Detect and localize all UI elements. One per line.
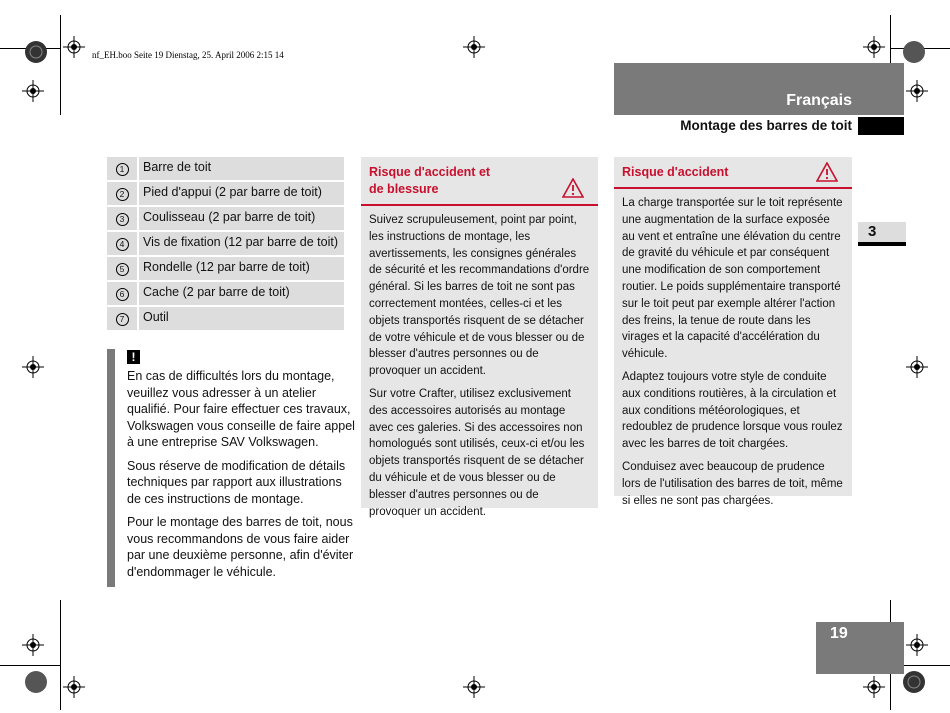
crop-mark — [0, 665, 60, 666]
registration-mark-icon — [906, 80, 928, 102]
warning-triangle-icon — [816, 162, 838, 182]
table-row — [107, 306, 344, 331]
crop-mark — [60, 15, 61, 115]
registration-mark-icon — [22, 356, 44, 378]
chapter-number: 3 — [868, 223, 877, 240]
exclamation-icon: ! — [127, 350, 140, 364]
language-label: Français — [786, 92, 852, 109]
item-label: Coulisseau (2 par barre de toit) — [138, 206, 344, 231]
section-marker — [858, 117, 904, 135]
note-paragraph: Pour le montage des barres de toit, nous vous recommandons de vous faire aider par une deuxième personne, afin d'éviter d'endommager le véhicule. — [127, 515, 354, 579]
item-number: 7 — [116, 313, 129, 326]
registration-mark-icon — [463, 36, 485, 58]
table-row — [107, 231, 344, 256]
registration-mark-icon — [463, 676, 485, 698]
chapter-tab — [858, 222, 906, 246]
page-number-box — [816, 622, 904, 674]
note-bar — [107, 349, 115, 587]
color-target-icon — [24, 670, 48, 694]
warning-box-accident — [614, 157, 852, 507]
item-label: Pied d'appui (2 par barre de toit) — [138, 181, 344, 206]
warning-title-line2: de blessure — [369, 182, 439, 196]
note-paragraph: En cas de difficultés lors du montage, veuillez vous adresser à un atelier qualifié. Pour faire effectuer ces travaux, Volkswagen vous conseille de faire appel à une entreprise SAV Volkswagen. — [127, 369, 355, 449]
warning-header — [361, 157, 598, 206]
crop-mark — [60, 600, 61, 710]
warning-header — [614, 157, 852, 189]
registration-mark-icon — [22, 80, 44, 102]
warning-box-injury — [361, 157, 598, 518]
warning-paragraph: Conduisez avec beaucoup de prudence lors de l'utilisation des barres de toit, même si elles ne sont pas chargées. — [622, 460, 843, 507]
table-row — [107, 181, 344, 206]
item-number: 3 — [116, 213, 129, 226]
registration-mark-icon — [63, 676, 85, 698]
table-row — [107, 256, 344, 281]
page-number: 19 — [830, 625, 848, 642]
registration-mark-icon — [63, 36, 85, 58]
language-header — [614, 63, 904, 115]
print-header-note: nf_EH.boo Seite 19 Dienstag, 25. April 2006 2:15 14 — [92, 50, 284, 60]
color-target-icon — [902, 670, 926, 694]
item-number: 5 — [116, 263, 129, 276]
registration-mark-icon — [863, 36, 885, 58]
item-label: Barre de toit — [138, 157, 344, 181]
warning-title-line1: Risque d'accident et — [369, 165, 491, 179]
warning-paragraph: Adaptez toujours votre style de conduite aux conditions routières, à la circulation et aux conditions météorologiques, et redoublez de prudence lorsque vous roulez avec les barres de toit chargées. — [622, 370, 843, 451]
registration-mark-icon — [863, 676, 885, 698]
item-number: 6 — [116, 288, 129, 301]
item-label: Rondelle (12 par barre de toit) — [138, 256, 344, 281]
table-row — [107, 157, 344, 181]
note-paragraph: Sous réserve de modification de détails techniques par rapport aux illustrations de ces instructions de montage. — [127, 458, 346, 506]
table-row — [107, 206, 344, 231]
item-label: Vis de fixation (12 par barre de toit) — [138, 231, 344, 256]
parts-list-table — [107, 157, 344, 332]
warning-paragraph: Sur votre Crafter, utilisez exclusivement des accessoires autorisés au montage avec ces galeries. Si des accessoires non homologués sont utilisés, ceux-ci et/ou les objets transportés risquent de se détacher du véhicule et de vous blesser ou de blesser d'autres personnes ou de provoquer un accident. — [369, 387, 585, 518]
warning-paragraph: Suivez scrupuleusement, point par point, les instructions de montage, les avertissements, les consignes générales de sécurité et les recommandations d'ordre général. Si les barres de toit ne sont pas correctement montées, celles-ci et les objets transportés risquent de se détacher de votre véhicule et de vous blesser ou de blesser d'autres personnes ou de provoquer un accident. — [369, 214, 590, 378]
warning-title: Risque d'accident — [622, 165, 729, 179]
table-row — [107, 281, 344, 306]
item-number: 4 — [116, 238, 129, 251]
color-target-icon — [902, 40, 926, 64]
registration-mark-icon — [906, 634, 928, 656]
warning-triangle-icon — [562, 178, 584, 198]
item-number: 2 — [116, 188, 129, 201]
registration-mark-icon — [906, 356, 928, 378]
item-label: Cache (2 par barre de toit) — [138, 281, 344, 306]
registration-mark-icon — [22, 634, 44, 656]
item-number: 1 — [116, 163, 129, 176]
section-title: Montage des barres de toit — [680, 118, 852, 133]
warning-paragraph: La charge transportée sur le toit représente une augmentation de la surface exposée au vent et entraîne une élévation du centre de gravité du véhicule et par conséquent une modification de son comportement routier. Le poids supplémentaire transporté sur le toit peut par exemple altérer l'action des freins, la tenue de route dans les virages et la capacité d'accélération du véhicule. — [622, 197, 843, 361]
item-label: Outil — [138, 306, 344, 331]
color-target-icon — [24, 40, 48, 64]
